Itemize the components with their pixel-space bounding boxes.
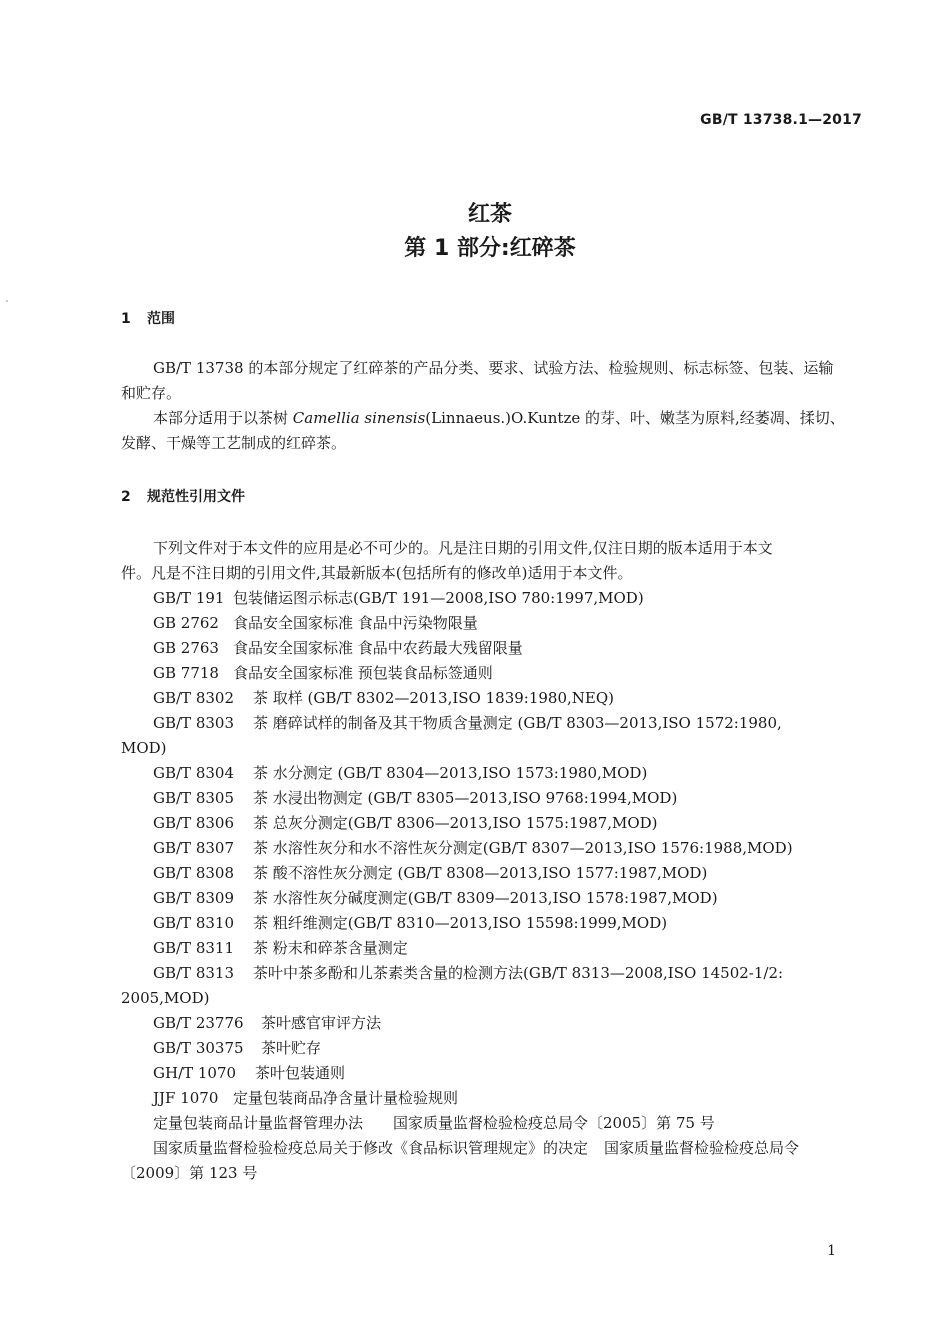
- reference-title: 食品安全国家标准 预包装食品标签通则: [233, 664, 493, 682]
- p2-species: Camellia sinensis: [292, 409, 426, 427]
- intro-line2: 件。凡是不注日期的引用文件,其最新版本(包括所有的修改单)适用于本文件。: [121, 564, 633, 582]
- reference-title: 茶叶贮存: [261, 1039, 322, 1057]
- reference-code: JJF 1070: [153, 1089, 219, 1107]
- reference-code: GB/T 23776: [153, 1014, 244, 1032]
- reference-continuation: MOD): [121, 739, 167, 757]
- reference-code: GB/T 8311: [153, 939, 235, 957]
- section-2-intro: [121, 536, 865, 586]
- reference-title: 包装储运图示标志(GB/T 191—2008,ISO 780:1997,MOD): [233, 589, 644, 607]
- reference-title: 国家质量监督检验检疫总局令: [604, 1139, 800, 1157]
- reference-code: GB/T 8303: [153, 714, 235, 732]
- reference-code: GH/T 1070: [153, 1064, 237, 1082]
- reference-title: 茶 水浸出物测定 (GB/T 8305—2013,ISO 9768:1994,MOD): [253, 789, 678, 807]
- reference-item: [153, 686, 865, 711]
- reference-item: [121, 711, 865, 761]
- reference-code: GB 7718: [153, 664, 219, 682]
- reference-title: 国家质量监督检验检疫总局令〔2005〕第 75 号: [393, 1114, 715, 1132]
- doc-subtitle: 第 1 部分:红碎茶: [404, 236, 576, 261]
- reference-continuation: 2005,MOD): [121, 989, 210, 1007]
- p1-line1: GB/T 13738 的本部分规定了红碎茶的产品分类、要求、试验方法、检验规则、标志标签、包装、运输: [153, 359, 834, 377]
- reference-code: GB 2762: [153, 614, 219, 632]
- section-2-title: 规范性引用文件: [147, 489, 245, 505]
- reference-item: [153, 1011, 865, 1036]
- reference-title: 茶 酸不溶性灰分测定 (GB/T 8308—2013,ISO 1577:1987,MOD): [253, 864, 708, 882]
- reference-code: GB/T 8306: [153, 814, 235, 832]
- reference-title: 茶 水溶性灰分碱度测定(GB/T 8309—2013,ISO 1578:1987,MOD): [253, 889, 718, 907]
- reference-title: 茶 磨碎试样的制备及其干物质含量测定 (GB/T 8303—2013,ISO 1572:1980,: [253, 714, 782, 732]
- reference-code: 国家质量监督检验检疫总局关于修改《食品标识管理规定》的决定: [153, 1139, 589, 1157]
- reference-code: GB/T 8302: [153, 689, 235, 707]
- reference-item: [153, 611, 865, 636]
- page-number: 1: [827, 1243, 836, 1259]
- reference-code: GB/T 8305: [153, 789, 235, 807]
- reference-title: 茶 总灰分测定(GB/T 8306—2013,ISO 1575:1987,MOD): [253, 814, 658, 832]
- reference-item: [153, 911, 865, 936]
- reference-item: [121, 961, 865, 1011]
- reference-title: 茶叶中茶多酚和儿茶素类含量的检测方法(GB/T 8313—2008,ISO 14502-1/2:: [253, 964, 784, 982]
- reference-code: GB/T 30375: [153, 1039, 244, 1057]
- reference-title: 食品安全国家标准 食品中农药最大残留限量: [233, 639, 523, 657]
- reference-title: 食品安全国家标准 食品中污染物限量: [233, 614, 478, 632]
- reference-item: [153, 761, 865, 786]
- section-1-paragraph-2: [121, 406, 865, 456]
- reference-continuation: 〔2009〕第 123 号: [121, 1164, 258, 1182]
- p2-line1-a: 本部分适用于以茶树: [153, 409, 293, 427]
- reference-item: [153, 586, 865, 611]
- scan-speck: [6, 300, 8, 302]
- reference-title: 茶 粉末和碎茶含量测定: [253, 939, 408, 957]
- reference-item: [153, 1086, 865, 1111]
- reference-code: GB/T 8307: [153, 839, 235, 857]
- reference-title: 茶 水分测定 (GB/T 8304—2013,ISO 1573:1980,MOD): [253, 764, 648, 782]
- reference-code: GB/T 8313: [153, 964, 235, 982]
- section-1-title: 范围: [147, 311, 175, 327]
- reference-code: GB/T 8310: [153, 914, 235, 932]
- reference-code: GB/T 8304: [153, 764, 235, 782]
- reference-code: 定量包装商品计量监督管理办法: [153, 1114, 364, 1132]
- reference-title: 定量包装商品净含量计量检验规则: [233, 1089, 459, 1107]
- reference-title: 茶叶感官审评方法: [261, 1014, 382, 1032]
- intro-line1: 下列文件对于本文件的应用是必不可少的。凡是注日期的引用文件,仅注日期的版本适用于本文: [153, 539, 773, 557]
- reference-item: [153, 1111, 865, 1136]
- reference-code: GB 2763: [153, 639, 219, 657]
- section-2-number: 2: [121, 489, 131, 505]
- reference-item: [153, 811, 865, 836]
- p2-line1-b: (Linnaeus.)O.Kuntze 的芽、叶、嫩茎为原料,经萎凋、揉切、: [425, 409, 845, 427]
- reference-item: [153, 1036, 865, 1061]
- reference-item: [153, 936, 865, 961]
- section-1-heading: [121, 308, 175, 328]
- reference-title: 茶 粗纤维测定(GB/T 8310—2013,ISO 15598:1999,MOD): [253, 914, 668, 932]
- reference-title: 茶 水溶性灰分和水不溶性灰分测定(GB/T 8307—2013,ISO 1576:1988,MOD): [253, 839, 793, 857]
- reference-title: 茶叶包装通则: [255, 1064, 346, 1082]
- reference-code: GB/T 8309: [153, 889, 235, 907]
- section-2-heading: [121, 486, 245, 506]
- p1-line2: 和贮存。: [121, 384, 182, 402]
- reference-item: [153, 661, 865, 686]
- reference-item: [153, 836, 865, 861]
- reference-item: [153, 636, 865, 661]
- reference-item: [121, 1136, 865, 1186]
- standard-id: GB/T 13738.1—2017: [700, 112, 862, 128]
- section-1-number: 1: [121, 311, 131, 327]
- reference-code: GB/T 191: [153, 589, 225, 607]
- reference-item: [153, 861, 865, 886]
- reference-item: [153, 786, 865, 811]
- section-1-paragraph-1: [121, 356, 865, 406]
- doc-title: 红茶: [467, 202, 512, 227]
- reference-item: [153, 1061, 865, 1086]
- p2-line2: 发酵、干燥等工艺制成的红碎茶。: [121, 434, 347, 452]
- reference-code: GB/T 8308: [153, 864, 235, 882]
- reference-title: 茶 取样 (GB/T 8302—2013,ISO 1839:1980,NEQ): [253, 689, 614, 707]
- reference-item: [153, 886, 865, 911]
